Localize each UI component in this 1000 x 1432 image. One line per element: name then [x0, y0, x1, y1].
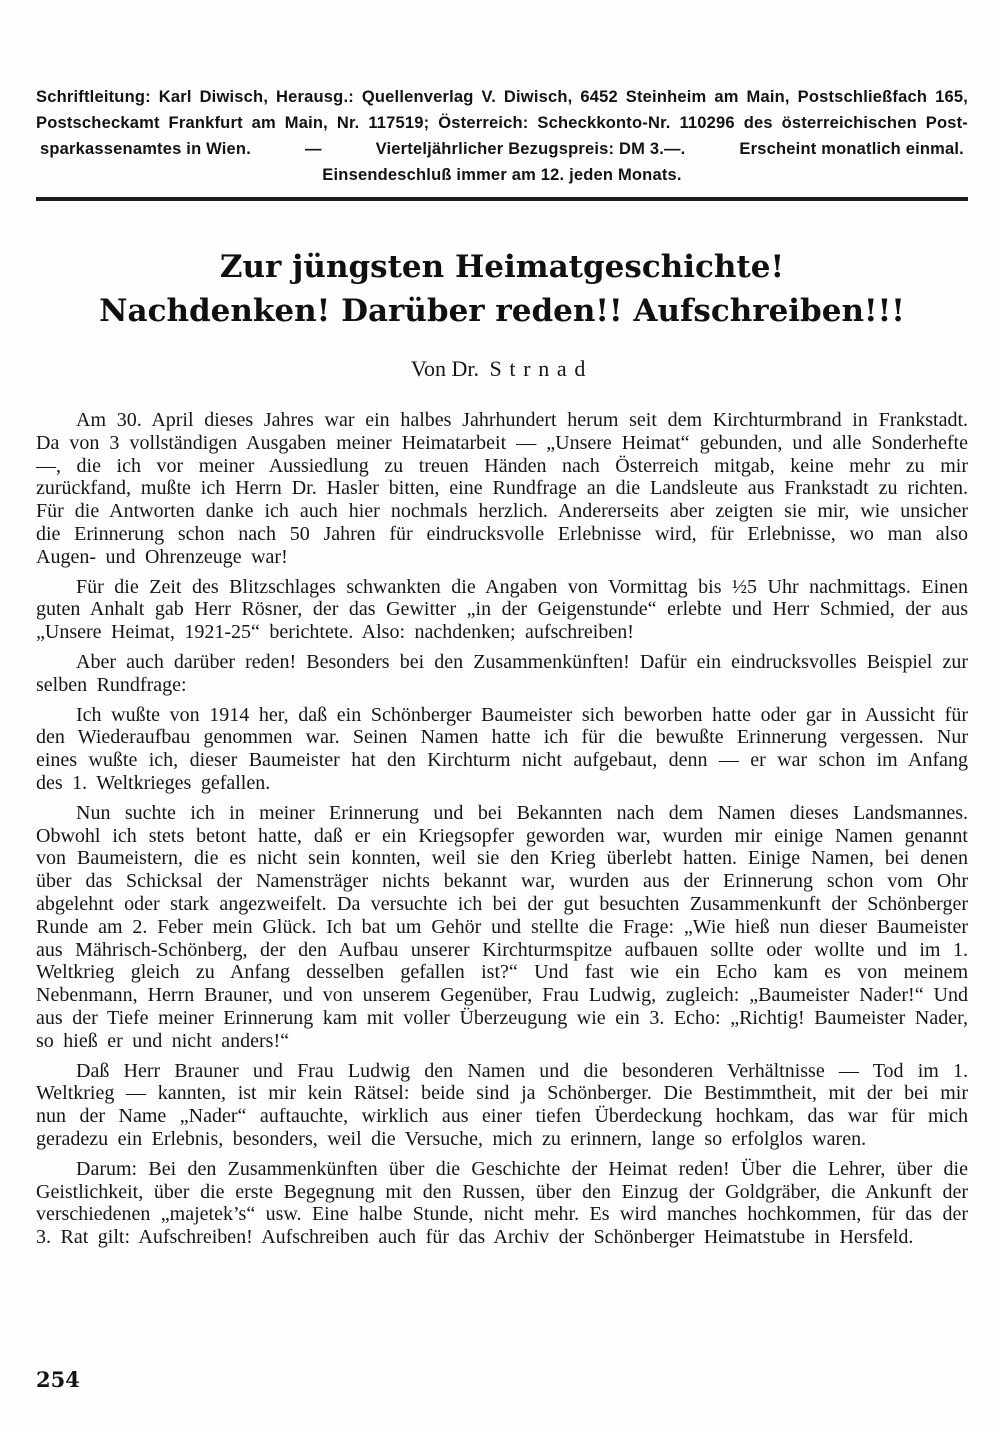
article-paragraph: Aber auch darüber reden! Besonders bei den Zusammenkünften! Dafür ein eindrucksvolles Beispiel zur selben Rundfrage: [36, 650, 968, 696]
masthead-line-2: Postscheckamt Frankfurt am Main, Nr. 117519; Österreich: Scheckkonto-Nr. 110296 des österreichischen Post- [36, 114, 968, 132]
article-paragraph: Ich wußte von 1914 her, daß ein Schönberger Baumeister sich beworben hatte oder gar in Aussicht für den Wiederaufbau genommen war. Seinen Namen hatte ich für die bewußte Erinnerung vergessen. Nur eines wußte ich, dieser Baumeister hat den Kirchturm nicht aufgebaut, denn — er war schon im Anfang des 1. Weltkrieges gefallen. [36, 703, 968, 794]
masthead-deadline: Einsendeschluß immer am 12. jeden Monats. [322, 166, 682, 184]
article-byline [36, 356, 968, 382]
masthead-line-1: Schriftleitung: Karl Diwisch, Herausg.: Quellenverlag V. Diwisch, 6452 Steinheim am Main, Postschließfach 165, [36, 88, 968, 106]
masthead-line-3 [36, 136, 968, 162]
masthead-publisher-city: sparkassenamtes in Wien. [40, 140, 251, 158]
page-number: 254 [36, 1367, 80, 1392]
article-paragraph: Nun suchte ich in meiner Erinnerung und bei Bekannten nach dem Namen dieses Landsmannes. Obwohl ich stets betont hatte, daß er ein Kriegsopfer geworden war, wurden mir einige Namen genannt von Baumeistern, die es nicht sein konnten, weil sie den Krieg überlebt hatten. Einige Namen, bei denen über das Schicksal der Namensträger nichts bekannt war, wurden aus der Erinnerung schon vom Ohr abgelehnt oder stark angezweifelt. Da versuchte ich bei der gut besuchten Zusammenkunft der Schönberger Runde am 2. Feber mein Glück. Ich bat um Gehör und stellte die Frage: „Wie hieß nun dieser Baumeister aus Mährisch-Schönberg, der den Aufbau unserer Kirchturmspitze aufbauen sollte oder wollte und im 1. Weltkrieg gleich zu Anfang desselben gefallen ist?“ Und fast wie ein Echo kam es von meinem Nebenmann, Herrn Brauner, und von unserem Gegenüber, Frau Ludwig, zugleich: „Baumeister Nader!“ Und aus der Tiefe meiner Erinnerung kam mit voller Überzeugung wie ein 3. Echo: „Richtig! Baumeister Nader, so hieß er und nicht anders!“ [36, 801, 968, 1052]
masthead-frequency: Erscheint monatlich einmal. [739, 140, 964, 158]
article-paragraph: Am 30. April dieses Jahres war ein halbes Jahrhundert herum seit dem Kirchturmbrand in Frankstadt. Da von 3 vollständigen Ausgaben meiner Heimatarbeit — „Unsere Heimat“ gebunden, und alle Sonderhefte —, die ich vor meiner Aussiedlung zu treuen Händen nach Österreich mitgab, keine mehr zu mir zurückfand, mußte ich Herrn Dr. Hasler bitten, eine Rundfrage an die Landsleute aus Frankstadt zu richten. Für die Antworten danke ich auch hier nochmals herzlich. Andererseits aber zeigten sie mir, wie unsicher die Erinnerung schon nach 50 Jahren für eindrucksvolle Erlebnisse wird, für Erlebnisse, wo man also Augen- und Ohrenzeuge war! [36, 409, 968, 568]
article-title-line-1: Zur jüngsten Heimatgeschichte! [219, 249, 785, 285]
masthead [36, 84, 968, 188]
byline-prefix: Von Dr. [410, 356, 479, 381]
article-paragraph: Daß Herr Brauner und Frau Ludwig den Namen und die besonderen Verhältnisse — Tod im 1. Weltkrieg — kannten, ist mir kein Rätsel: beide sind ja Schönberger. Die Bestimmtheit, mit der bei mir nun der Name „Nader“ auftauchte, wirklich aus einer tiefen Überdeckung hochkam, das war für mich geradezu ein Erlebnis, besonders, weil die Versuche, mich zu erinnern, lange so erfolglos waren. [36, 1059, 968, 1150]
masthead-dash: — [304, 140, 322, 158]
article-paragraph: Für die Zeit des Blitzschlages schwankten die Angaben von Vormittag bis ½5 Uhr nachmittags. Einen guten Anhalt gab Herr Rösner, der das Gewitter „in der Geigenstunde“ erlebte und Herr Schmied, der aus „Unsere Heimat, 1921-25“ berichtete. Also: nachdenken; aufschreiben! [36, 575, 968, 644]
masthead-divider-rule [36, 197, 968, 201]
byline-author-name: Strnad [489, 356, 594, 381]
article-body [36, 409, 968, 1351]
article-paragraph: Darum: Bei den Zusammenkünften über die Geschichte der Heimat reden! Über die Lehrer, über die Geistlichkeit, über die erste Begegnung mit den Russen, über den Einzug der Goldgräber, die Ankunft der verschiedenen „majetek’s“ usw. Eine halbe Stunde, nicht mehr. Es wird manches hochkommen, für das der 3. Rat gilt: Aufschreiben! Aufschreiben auch für das Archiv der Schönberger Heimatstube in Hersfeld. [36, 1157, 968, 1249]
article-title [36, 245, 968, 333]
masthead-subscription-price: Vierteljährlicher Bezugspreis: DM 3.—. [375, 140, 686, 158]
article-title-line-2: Nachdenken! Darüber reden!! Aufschreiben!!! [99, 293, 905, 329]
